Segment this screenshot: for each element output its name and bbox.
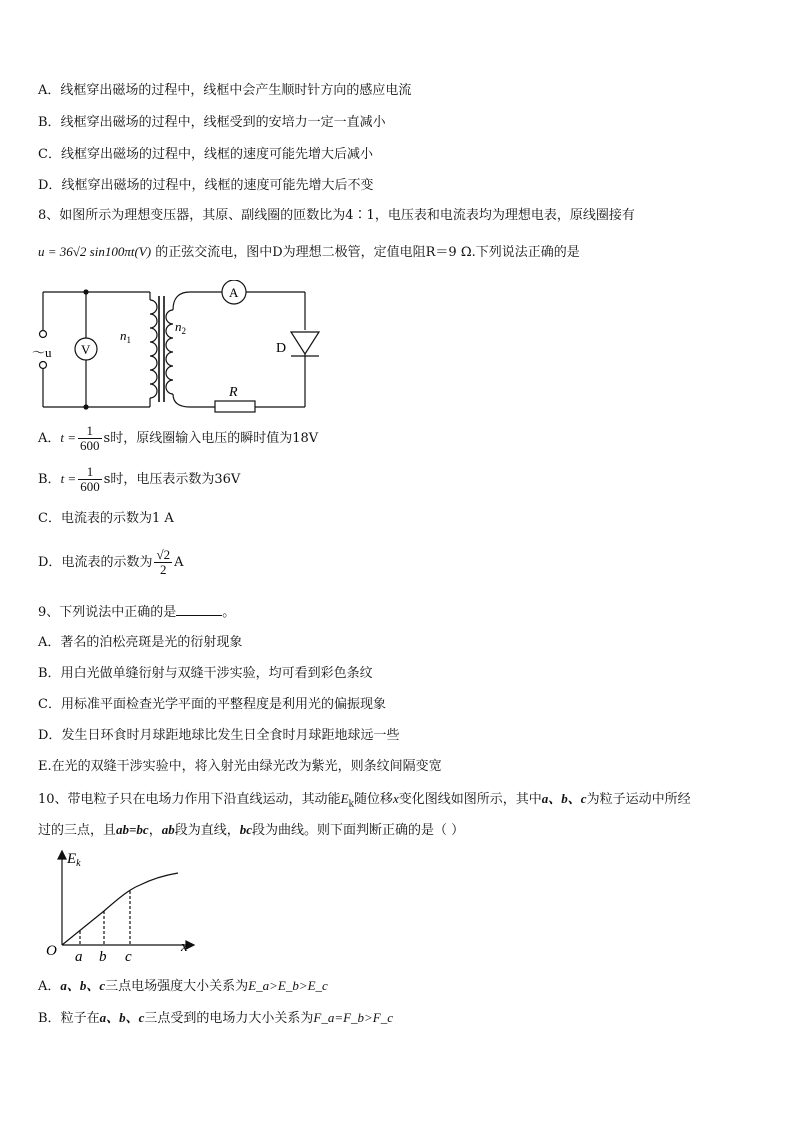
q10-stem-line2: 过的三点，且ab=bc，ab段为直线，bc段为曲线。则下面判断正确的是（ ）	[38, 822, 465, 838]
q8-formula: u = 36√2 sin100πt(V)	[38, 244, 152, 259]
q9-option-c: C．用标准平面检查光学平面的平整程度是利用光的偏振现象	[38, 697, 386, 712]
answer-blank	[176, 603, 222, 616]
q8-stem-line2: u = 36√2 sin100πt(V) 的正弦交流电，图中D为理想二极管，定值电阻R＝9 Ω.下列说法正确的是	[38, 244, 580, 260]
resistor-label: R	[229, 385, 238, 400]
n2-label: $n_2$	[175, 319, 186, 336]
x-axis-label: x	[181, 939, 188, 955]
relation-text: E_a>E_b>E_c	[248, 978, 328, 993]
point-b-label: b	[99, 949, 107, 965]
diode-label: D	[276, 341, 287, 356]
q7-option-a: A．线框穿出磁场的过程中，线框中会产生顺时针方向的感应电流	[38, 83, 412, 98]
q9-stem: 9、下列说法中正确的是 。	[38, 605, 236, 620]
q8-option-d: D．电流表的示数为 $\frac{√2}{2}$ A	[38, 547, 184, 577]
q10-stem-line1: 10、带电粒子只在电场力作用下沿直线运动，其动能$E_k$随位移x变化图线如图所示，其中a、b、c为粒子运动中所经	[38, 791, 691, 810]
q9-option-a: A．著名的泊松亮斑是光的衍射现象	[38, 635, 243, 650]
q8-option-a: A．t = $\frac{1}{600}$ s时，原线圈输入电压的瞬时值为18V	[38, 423, 319, 453]
ek-x-graph	[40, 845, 200, 965]
q7-option-b: B．线框穿出磁场的过程中，线框受到的安培力一定一直减小	[38, 115, 386, 130]
q10-option-b: B．粒子在a、b、c三点受到的电场力大小关系为F_a=F_b>F_c	[38, 1010, 394, 1026]
n1-label: $n_1$	[120, 328, 131, 345]
q9-option-b: B．用白光做单缝衍射与双缝干涉实验，均可看到彩色条纹	[38, 666, 373, 681]
voltmeter-label: V	[81, 342, 91, 357]
point-a-label: a	[75, 949, 83, 965]
q7-option-c: C．线框穿出磁场的过程中，线框的速度可能先增大后减小	[38, 147, 373, 162]
q9-option-e: E.在光的双缝干涉实验中，将入射光由绿光改为紫光，则条纹间隔变宽	[38, 759, 442, 774]
fraction: $\frac{1}{600}$	[80, 464, 100, 494]
relation-text: F_a=F_b>F_c	[313, 1010, 394, 1025]
transformer-circuit-diagram	[30, 280, 330, 415]
ek-axis-label: $E_k$	[67, 851, 81, 869]
fraction: $\frac{√2}{2}$	[156, 547, 171, 577]
fraction: $\frac{1}{600}$	[80, 423, 100, 453]
point-c-label: c	[125, 949, 132, 965]
q8-stem-line1: 8、如图所示为理想变压器，其原、副线圈的匝数比为4∶1，电压表和电流表均为理想电表，原线圈接有	[38, 208, 635, 223]
source-label: ～u	[32, 345, 52, 360]
ammeter-label: A	[229, 285, 239, 300]
origin-label: O	[46, 943, 57, 959]
q9-option-d: D．发生日环食时月球距地球比发生日全食时月球距地球远一些	[38, 728, 400, 743]
q8-option-c: C．电流表的示数为1 A	[38, 511, 174, 526]
q7-option-d: D．线框穿出磁场的过程中，线框的速度可能先增大后不变	[38, 178, 374, 193]
q10-option-a: A．a、b、c三点电场强度大小关系为E_a>E_b>E_c	[38, 978, 328, 994]
q8-option-b: B．t = $\frac{1}{600}$ s时，电压表示数为36V	[38, 464, 241, 494]
